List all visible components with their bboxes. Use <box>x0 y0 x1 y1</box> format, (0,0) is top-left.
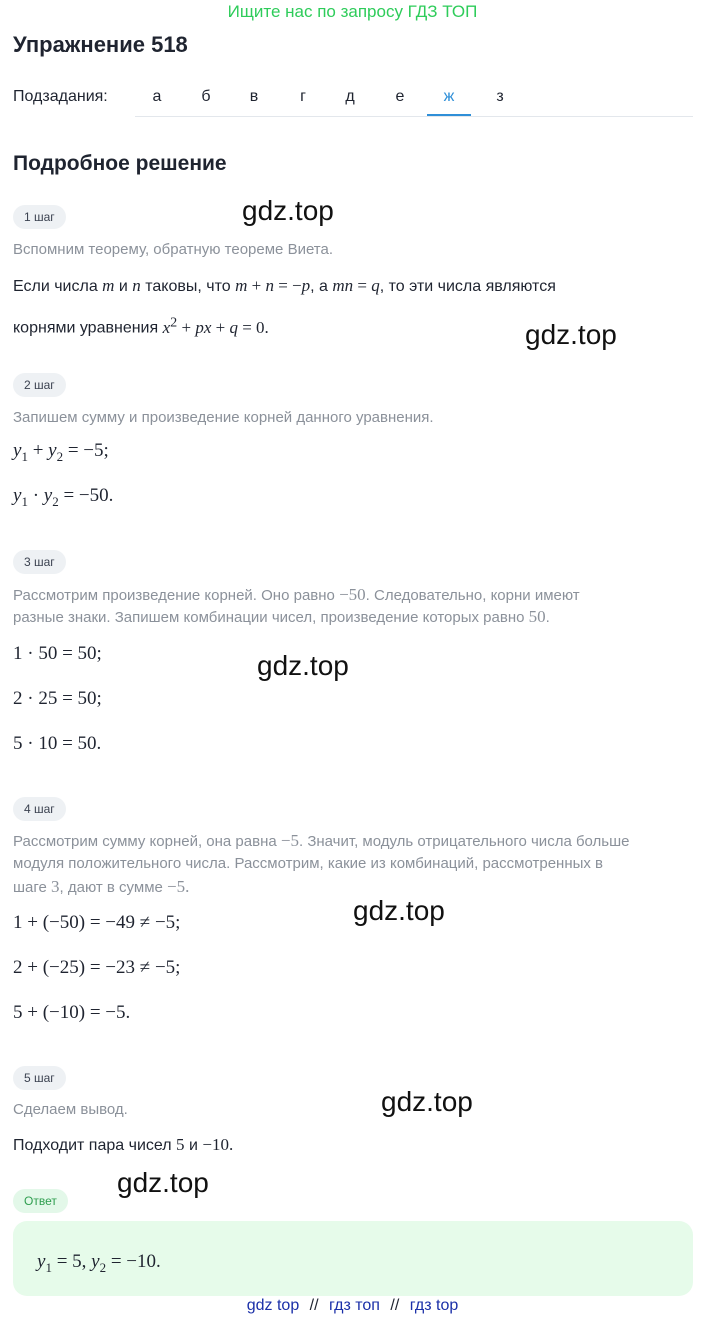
page-title: Упражнение 518 <box>13 32 188 57</box>
tab-a[interactable]: а <box>152 88 162 105</box>
active-tab-indicator <box>427 114 471 116</box>
step-1-text-line-1: Если числа m и n таковы, что m + n = −p, а mn = q, то эти числа являются <box>13 276 556 295</box>
step-5-conclusion: Подходит пара чисел 5 и −10. <box>13 1135 234 1154</box>
answer-equation: $y_1 = 5$, $y_2 = -10$. <box>37 1251 161 1275</box>
step-3-badge: 3 шаг <box>13 550 66 574</box>
step-3-combination-2: 2 · 25 = 50; <box>13 688 102 709</box>
step-3-combination-3: 5 · 10 = 50. <box>13 733 102 754</box>
watermark: gdz.top <box>381 1086 473 1117</box>
step-4-check-2: 2 + (−25) = −23 ≠ −5; <box>13 957 181 978</box>
subtask-tabs <box>135 80 693 117</box>
bottom-link-3[interactable]: гдз top <box>409 1297 459 1314</box>
watermark: gdz.top <box>525 319 617 350</box>
watermark: gdz.top <box>353 895 445 926</box>
step-4-hint-line-3: шаге 3, дают в сумме −5. <box>13 877 190 896</box>
step-4-hint-line-1: Рассмотрим сумму корней, она равна −5. Значит, модуль отрицательного числа больше <box>13 831 630 850</box>
step-3-hint-line-2: разные знаки. Запишем комбинации чисел, произведение которых равно 50. <box>13 607 550 626</box>
step-5-badge: 5 шаг <box>13 1066 66 1090</box>
bottom-link-2[interactable]: гдз топ <box>329 1297 380 1314</box>
step-4-check-1: 1 + (−50) = −49 ≠ −5; <box>13 912 181 933</box>
step-1-text-line-2: корнями уравнения $x^2$ + px + q = 0. <box>13 314 269 337</box>
top-banner: Ищите нас по запросу ГДЗ ТОП <box>227 2 478 21</box>
bottom-separator: // <box>390 1297 400 1314</box>
tab-d[interactable]: д <box>345 88 355 105</box>
tab-v[interactable]: в <box>249 88 259 105</box>
bottom-link-1[interactable]: gdz top <box>246 1297 300 1314</box>
bottom-links <box>0 1297 705 1315</box>
tab-g[interactable]: г <box>300 88 306 105</box>
tab-z[interactable]: з <box>496 88 504 105</box>
tab-zh[interactable]: ж <box>443 88 455 105</box>
step-5-hint: Сделаем вывод. <box>13 1101 128 1118</box>
step-4-badge: 4 шаг <box>13 797 66 821</box>
step-4-check-3: 5 + (−10) = −5. <box>13 1002 131 1023</box>
step-2-badge: 2 шаг <box>13 373 66 397</box>
step-4-hint-line-2: модуля положительного числа. Рассмотрим, какие из комбинаций, рассмотренных в <box>13 855 604 872</box>
step-2-product-equation: $y_1 \cdot y_2 = -50$. <box>13 485 114 509</box>
step-3-hint-line-1: Рассмотрим произведение корней. Оно равно −50. Следовательно, корни имеют <box>13 585 580 604</box>
answer-badge: Ответ <box>13 1189 68 1213</box>
watermark: gdz.top <box>242 195 334 226</box>
step-2-sum-equation: $y_1 + y_2 = -5$; <box>13 440 109 464</box>
step-3-combination-1: 1 · 50 = 50; <box>13 643 102 664</box>
section-title: Подробное решение <box>13 152 227 175</box>
watermark: gdz.top <box>117 1167 209 1198</box>
step-1-hint: Вспомним теорему, обратную теореме Виета. <box>13 241 334 258</box>
bottom-separator: // <box>309 1297 319 1314</box>
tab-e[interactable]: е <box>395 88 405 105</box>
tab-b[interactable]: б <box>201 88 211 105</box>
step-1-badge: 1 шаг <box>13 205 66 229</box>
subtasks-label: Подзадания: <box>13 88 108 105</box>
watermark: gdz.top <box>257 650 349 681</box>
step-2-hint: Запишем сумму и произведение корней данного уравнения. <box>13 409 434 426</box>
answer-box <box>13 1221 693 1296</box>
